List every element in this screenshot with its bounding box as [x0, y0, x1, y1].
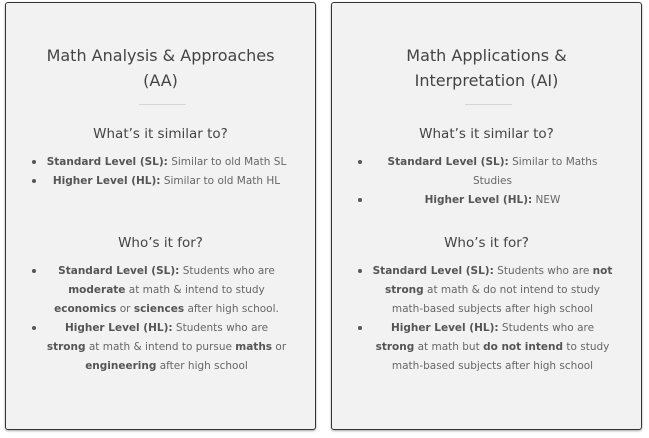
- card-title-line-1: Math Analysis & Approaches: [46, 46, 275, 65]
- card-title: [16, 43, 305, 93]
- emphasis-text: sciences: [133, 303, 185, 315]
- similar-heading: What’s it similar to?: [419, 126, 554, 142]
- item-text: to study math-based subjects after high school: [391, 341, 610, 372]
- level-label: Higher Level (HL):: [424, 194, 533, 206]
- item-text: at math & do not intend to study math-based subjects after high school: [391, 284, 600, 315]
- emphasis-text: strong: [375, 341, 415, 353]
- who-list: [342, 262, 629, 376]
- who-list: [16, 262, 303, 376]
- level-label: Standard Level (SL):: [387, 156, 509, 168]
- list-item: [342, 191, 629, 210]
- item-text: or: [275, 341, 287, 353]
- title-divider: [139, 104, 186, 105]
- emphasis-text: engineering: [85, 360, 157, 372]
- level-label: Higher Level (HL):: [390, 322, 499, 334]
- card-title-line-2: Interpretation (AI): [414, 71, 559, 90]
- emphasis-text: not strong: [385, 265, 613, 296]
- item-text: at math but: [417, 341, 480, 353]
- item-text: Similar to Maths Studies: [473, 156, 598, 187]
- item-text: Similar to old Math HL: [163, 175, 281, 187]
- item-text: Students who are: [175, 322, 269, 334]
- course-card-ai: [331, 2, 642, 430]
- level-label: Standard Level (SL):: [46, 156, 168, 168]
- item-text: or: [119, 303, 131, 315]
- list-item: [16, 153, 303, 172]
- item-text: NEW: [535, 194, 561, 206]
- level-label: Standard Level (SL):: [372, 265, 494, 277]
- similar-list: [16, 153, 303, 191]
- item-text: at math & intend to pursue: [88, 341, 232, 353]
- card-title: [342, 43, 631, 93]
- list-item: [342, 262, 629, 319]
- similar-list: [342, 153, 629, 210]
- emphasis-text: economics: [54, 303, 117, 315]
- emphasis-text: maths: [235, 341, 273, 353]
- item-text: after high school.: [187, 303, 279, 315]
- course-card-aa: [5, 2, 316, 430]
- emphasis-text: moderate: [68, 284, 126, 296]
- list-item: [16, 319, 303, 376]
- card-title-line-1: Math Applications &: [406, 46, 567, 65]
- item-text: Similar to old Math SL: [171, 156, 287, 168]
- level-label: Standard Level (SL):: [58, 265, 180, 277]
- level-label: Higher Level (HL):: [64, 322, 173, 334]
- list-item: [16, 172, 303, 191]
- list-item: [342, 319, 629, 376]
- who-heading: Who’s it for?: [444, 235, 529, 251]
- item-text: Students who are: [501, 322, 595, 334]
- item-text: Students who are: [182, 265, 275, 277]
- emphasis-text: do not intend: [483, 341, 564, 353]
- list-item: [342, 153, 629, 191]
- emphasis-text: strong: [46, 341, 86, 353]
- card-title-line-2: (AA): [143, 71, 178, 90]
- who-heading: Who’s it for?: [118, 235, 203, 251]
- title-divider: [465, 104, 512, 105]
- item-text: at math & intend to study: [128, 284, 265, 296]
- item-text: Students who are: [497, 265, 590, 277]
- similar-heading: What’s it similar to?: [93, 126, 228, 142]
- list-item: [16, 262, 303, 319]
- level-label: Higher Level (HL):: [52, 175, 161, 187]
- item-text: after high school: [159, 360, 248, 372]
